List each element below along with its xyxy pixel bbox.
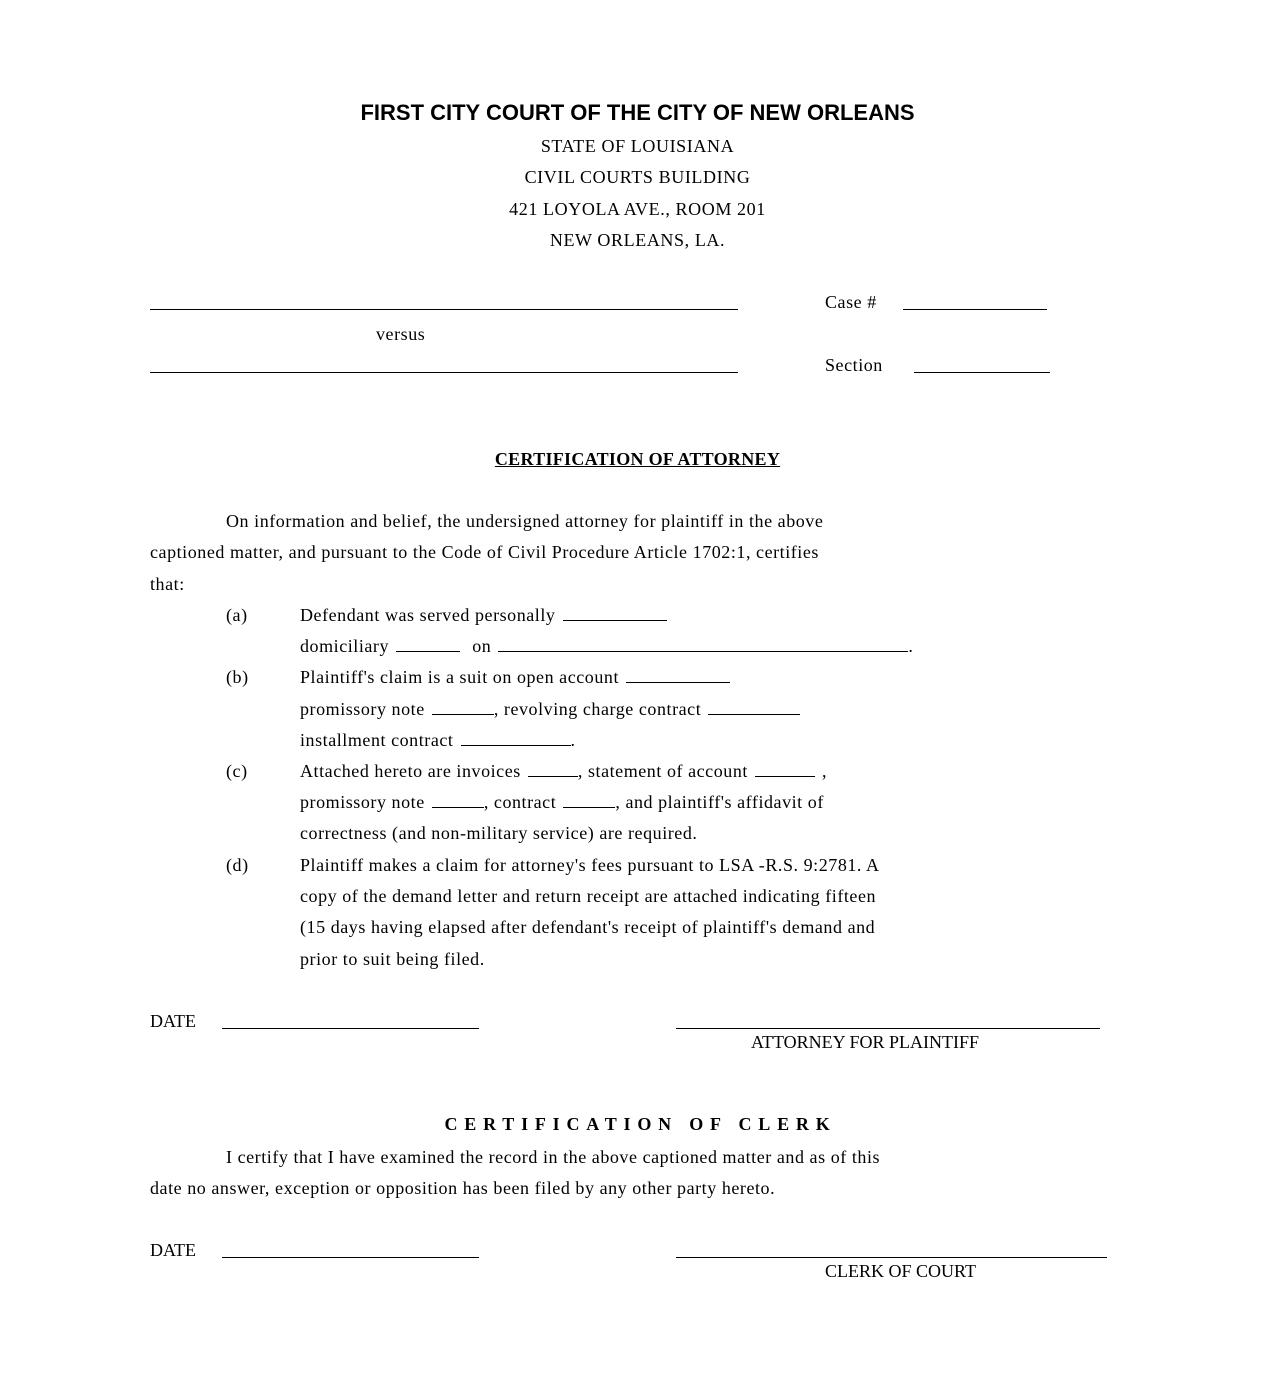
attorney-signature-field[interactable] xyxy=(676,1028,1100,1029)
item-b-label: (b) xyxy=(226,667,249,687)
court-name: FIRST CITY COURT OF THE CITY OF NEW ORLEANS xyxy=(360,100,915,125)
section-label: Section xyxy=(825,355,883,375)
address-line: 421 LOYOLA AVE., ROOM 201 xyxy=(509,199,766,219)
item-b-line-3 xyxy=(300,730,576,751)
case-number-field[interactable] xyxy=(903,309,1047,310)
item-d-label: (d) xyxy=(226,855,249,875)
promissory-note-field[interactable] xyxy=(432,700,494,715)
clerk-text-line-1: I certify that I have examined the record in the above captioned matter and as of this xyxy=(226,1147,881,1167)
installment-contract-field[interactable] xyxy=(461,731,571,746)
statement-of-account-field[interactable] xyxy=(755,762,815,777)
revolving-charge-field[interactable] xyxy=(708,700,800,715)
attorney-date-label: DATE xyxy=(150,1011,196,1031)
case-number-label: Case # xyxy=(825,292,877,312)
domiciliary-field[interactable] xyxy=(396,637,460,652)
invoices-text: Attached hereto are invoices xyxy=(300,761,521,781)
item-d-line-1: Plaintiff makes a claim for attorney's fees pursuant to LSA -R.S. 9:2781. A xyxy=(300,855,880,875)
on-text: on xyxy=(472,636,492,656)
item-a-label: (a) xyxy=(226,605,248,625)
invoices-field[interactable] xyxy=(528,762,578,777)
clerk-signature-label: CLERK OF COURT xyxy=(825,1261,976,1281)
clerk-date-field[interactable] xyxy=(222,1257,479,1258)
clerk-text-line-2: date no answer, exception or opposition has been filed by any other party hereto. xyxy=(150,1178,776,1198)
city-line: NEW ORLEANS, LA. xyxy=(549,230,726,250)
defendant-name-field[interactable] xyxy=(150,372,738,373)
promissory-note-text: promissory note xyxy=(300,699,425,719)
installment-contract-text: installment contract xyxy=(300,730,454,750)
item-d-line-2: copy of the demand letter and return receipt are attached indicating fifteen xyxy=(300,886,877,906)
contract-text: , contract xyxy=(483,792,557,812)
domiciliary-text: domiciliary xyxy=(300,636,390,656)
attorney-date-field[interactable] xyxy=(222,1028,479,1029)
item-b-line-1 xyxy=(300,667,732,688)
attorney-certification-title: CERTIFICATION OF ATTORNEY xyxy=(494,449,781,469)
item-c-line-3: correctness (and non-military service) are required. xyxy=(300,823,698,843)
section-field[interactable] xyxy=(914,372,1050,373)
state-line: STATE OF LOUISIANA xyxy=(540,136,735,156)
intro-line-1: On information and belief, the undersigned attorney for plaintiff in the above xyxy=(226,511,824,531)
statement-of-account-text: , statement of account xyxy=(577,761,748,781)
affidavit-text: , and plaintiff's affidavit of xyxy=(615,792,824,812)
clerk-date-label: DATE xyxy=(150,1240,196,1260)
served-personally-field[interactable] xyxy=(563,606,667,621)
item-d-line-3: (15 days having elapsed after defendant's receipt of plaintiff's demand and xyxy=(300,917,876,937)
promissory-note-c-field[interactable] xyxy=(432,793,484,808)
intro-line-2: captioned matter, and pursuant to the Code of Civil Procedure Article 1702:1, certifies xyxy=(150,542,819,562)
served-personally-text: Defendant was served personally xyxy=(300,605,556,625)
promissory-note-c-text: promissory note xyxy=(300,792,425,812)
item-c-label: (c) xyxy=(226,761,248,781)
versus-label: versus xyxy=(376,324,426,344)
item-c-line-1 xyxy=(300,761,827,782)
item-a-line-2 xyxy=(300,636,913,657)
item-c-line-2 xyxy=(300,792,824,813)
comma: , xyxy=(822,761,828,781)
item-b-line-2 xyxy=(300,699,802,720)
open-account-text: Plaintiff's claim is a suit on open account xyxy=(300,667,620,687)
item-d-line-4: prior to suit being filed. xyxy=(300,949,485,969)
intro-line-3: that: xyxy=(150,574,185,594)
service-date-field[interactable] xyxy=(498,637,908,652)
period: . xyxy=(570,730,576,750)
clerk-signature-field[interactable] xyxy=(676,1257,1107,1258)
attorney-signature-label: ATTORNEY FOR PLAINTIFF xyxy=(751,1032,980,1052)
item-a-line-1 xyxy=(300,605,669,626)
clerk-certification-title: CERTIFICATION OF CLERK xyxy=(444,1114,837,1134)
building-line: CIVIL COURTS BUILDING xyxy=(524,167,751,187)
plaintiff-name-field[interactable] xyxy=(150,309,738,310)
open-account-field[interactable] xyxy=(626,668,730,683)
revolving-charge-text: , revolving charge contract xyxy=(493,699,702,719)
period: . xyxy=(908,636,914,656)
contract-field[interactable] xyxy=(563,793,615,808)
